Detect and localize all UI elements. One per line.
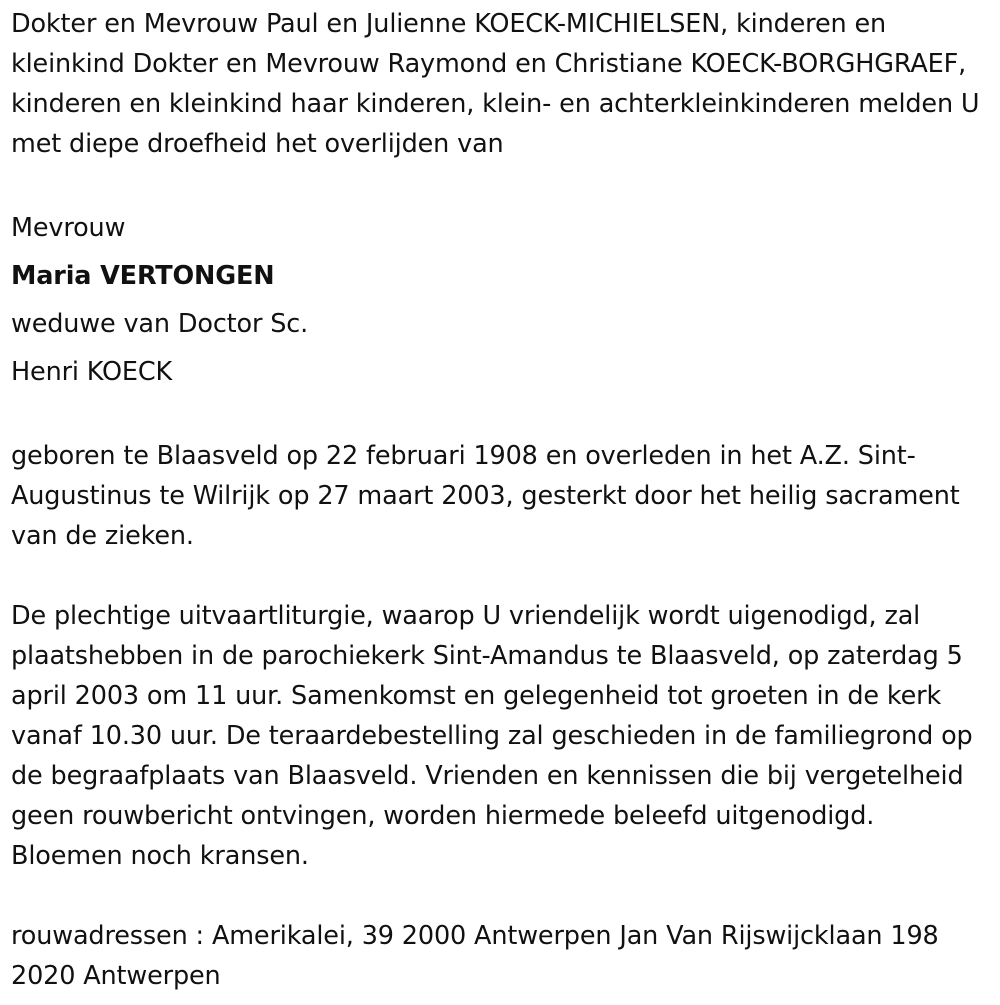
deceased-block bbox=[11, 204, 986, 396]
obituary-document bbox=[11, 4, 986, 996]
widow-of-line-1: weduwe van Doctor Sc. bbox=[11, 309, 309, 339]
deceased-title: Mevrouw bbox=[11, 213, 126, 243]
funeral-paragraph: De plechtige uitvaartliturgie, waarop U vriendelijk wordt uigenodigd, zal plaatshebben in de parochiekerk Sint-Amandus te Blaasveld, op zaterdag 5 april 2003 om 11 uur. Samenkomst en gelegenheid tot groeten in de kerk vanaf 10.30 uur. De teraardebestelling zal geschieden in de familiegrond op de begraafplaats van Blaasveld. Vrienden en kennissen die bij vergetelheid geen rouwbericht ontvingen, worden hiermede beleefd uitgenodigd. Bloemen noch kransen. bbox=[11, 601, 973, 871]
widow-of-line-2: Henri KOECK bbox=[11, 357, 173, 387]
birth-death-paragraph: geboren te Blaasveld op 22 februari 1908 en overleden in het A.Z. Sint-Augustinus te Wilrijk op 27 maart 2003, gesterkt door het heilig sacrament van de zieken. bbox=[11, 441, 960, 551]
intro-paragraph: Dokter en Mevrouw Paul en Julienne KOECK-MICHIELSEN, kinderen en kleinkind Dokter en Mevrouw Raymond en Christiane KOECK-BORGHGRAEF, kinderen en kleinkind haar kinderen, klein- en achterkleinkinderen melden U met diepe droefheid het overlijden van bbox=[11, 9, 980, 159]
deceased-name: Maria VERTONGEN bbox=[11, 261, 275, 291]
addresses-paragraph: rouwadressen : Amerikalei, 39 2000 Antwerpen Jan Van Rijswijcklaan 198 2020 Antwerpen bbox=[11, 921, 939, 991]
